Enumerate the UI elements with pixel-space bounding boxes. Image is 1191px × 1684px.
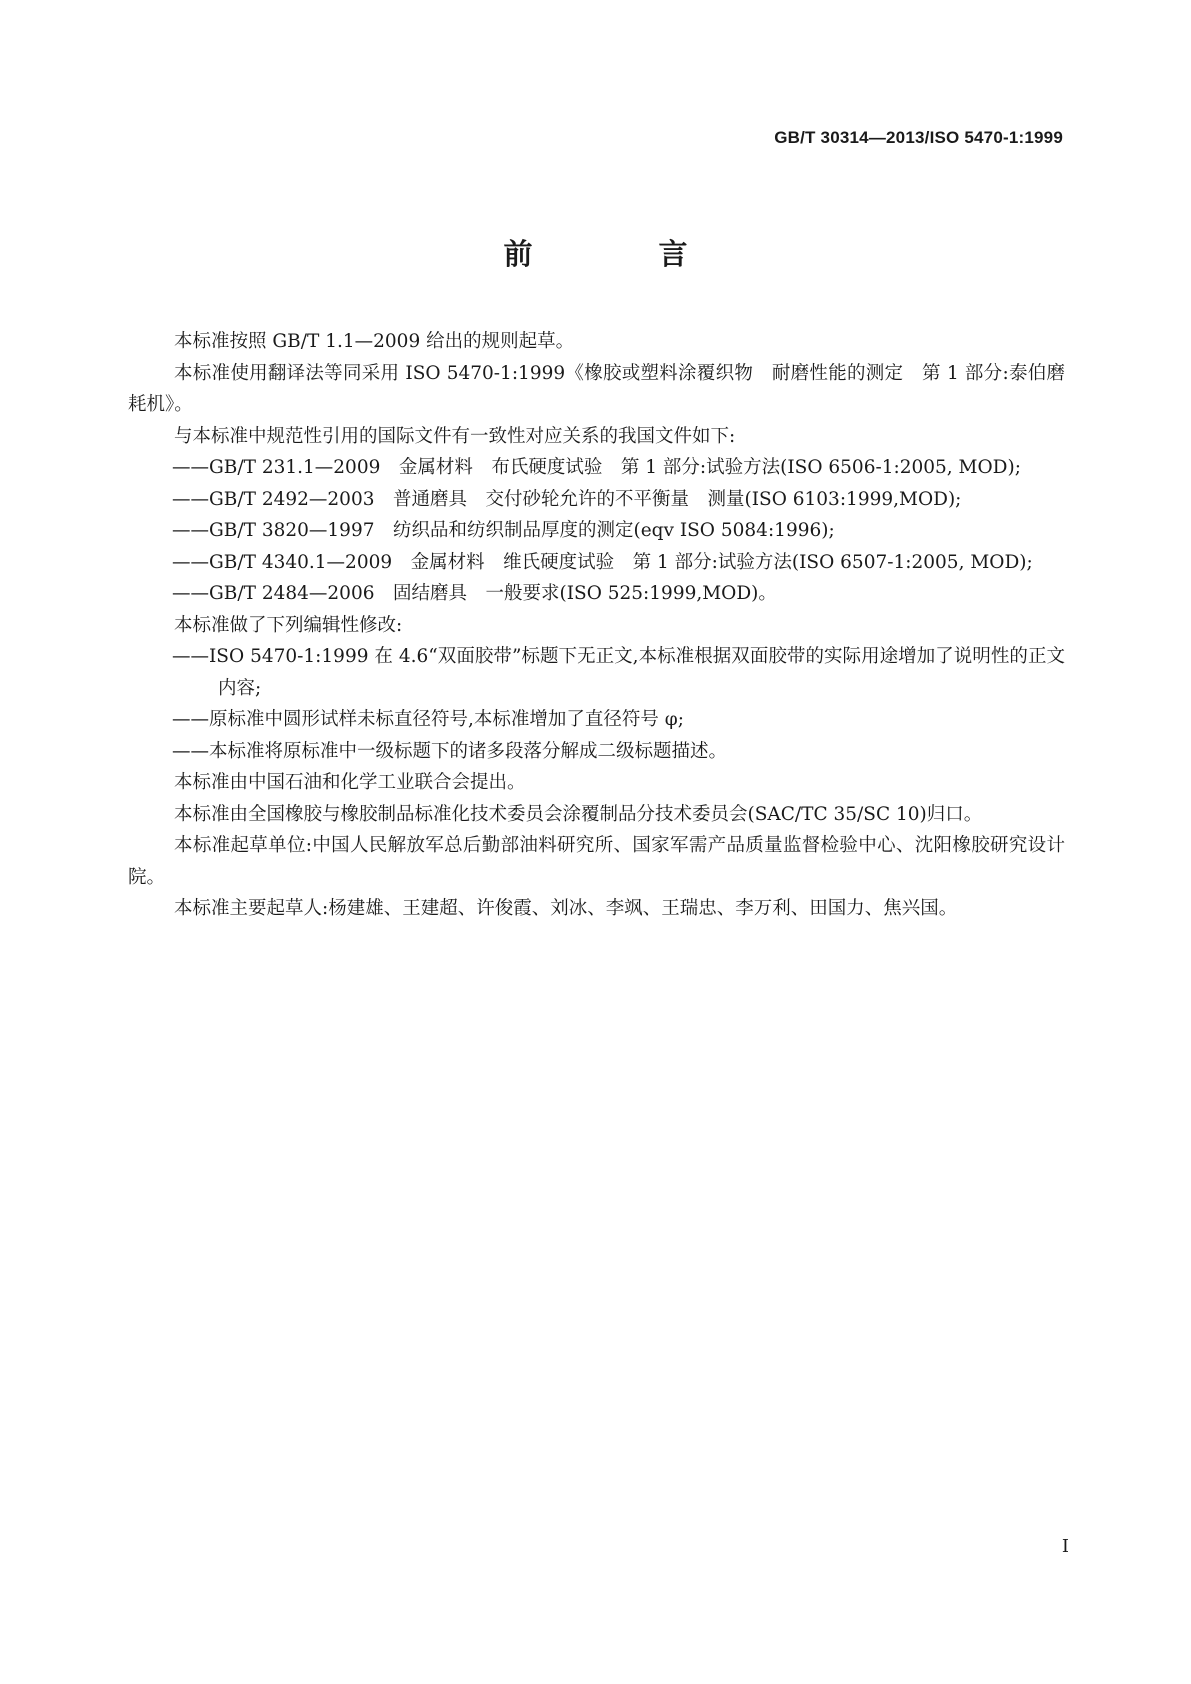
list-item: ——GB/T 4340.1—2009 金属材料 维氏硬度试验 第 1 部分:试验方法(ISO 6507-1:2005, MOD); xyxy=(172,551,1033,573)
paragraph: 本标准起草单位:中国人民解放军总后勤部油料研究所、国家军需产品质量监督检验中心、沈阳橡胶研究设计院。 xyxy=(128,835,1065,888)
list-item: ——原标准中圆形试样未标直径符号,本标准增加了直径符号 φ; xyxy=(172,709,684,730)
list-item: ——GB/T 231.1—2009 金属材料 布氏硬度试验 第 1 部分:试验方法(ISO 6506-1:2005, MOD); xyxy=(172,457,1021,478)
list-item: ——GB/T 3820—1997 纺织品和纺织制品厚度的测定(eqv ISO 5084:1996); xyxy=(172,520,835,541)
document-body xyxy=(128,326,1065,925)
paragraph: 本标准由中国石油和化学工业联合会提出。 xyxy=(174,772,526,793)
standard-code: GB/T 30314—2013/ISO 5470-1:1999 xyxy=(774,128,1063,147)
paragraph: 本标准使用翻译法等同采用 ISO 5470-1:1999《橡胶或塑料涂覆织物 耐磨性能的测定 第 1 部分:泰伯磨耗机》。 xyxy=(128,362,1065,415)
list-item: ——GB/T 2484—2006 固结磨具 一般要求(ISO 525:1999,MOD)。 xyxy=(172,583,777,604)
list-item: ——GB/T 2492—2003 普通磨具 交付砂轮允许的不平衡量 测量(ISO 6103:1999,MOD); xyxy=(172,488,962,510)
paragraph: 与本标准中规范性引用的国际文件有一致性对应关系的我国文件如下: xyxy=(174,425,736,447)
list-item: ——本标准将原标准中一级标题下的诸多段落分解成二级标题描述。 xyxy=(172,740,728,762)
paragraph: 本标准按照 GB/T 1.1—2009 给出的规则起草。 xyxy=(174,331,575,352)
page-title: 前 言 xyxy=(503,237,746,271)
paragraph: 本标准做了下列编辑性修改: xyxy=(174,614,403,636)
paragraph: 本标准由全国橡胶与橡胶制品标准化技术委员会涂覆制品分技术委员会(SAC/TC 35/SC 10)归口。 xyxy=(174,803,983,825)
paragraph: 本标准主要起草人:杨建雄、王建超、许俊霞、刘冰、李飒、王瑞忠、李万利、田国力、焦兴国。 xyxy=(174,898,958,919)
page-number: I xyxy=(1061,1536,1069,1557)
list-item: ——ISO 5470-1:1999 在 4.6“双面胶带”标题下无正文,本标准根据双面胶带的实际用途增加了说明性的正文内容; xyxy=(172,646,1065,699)
